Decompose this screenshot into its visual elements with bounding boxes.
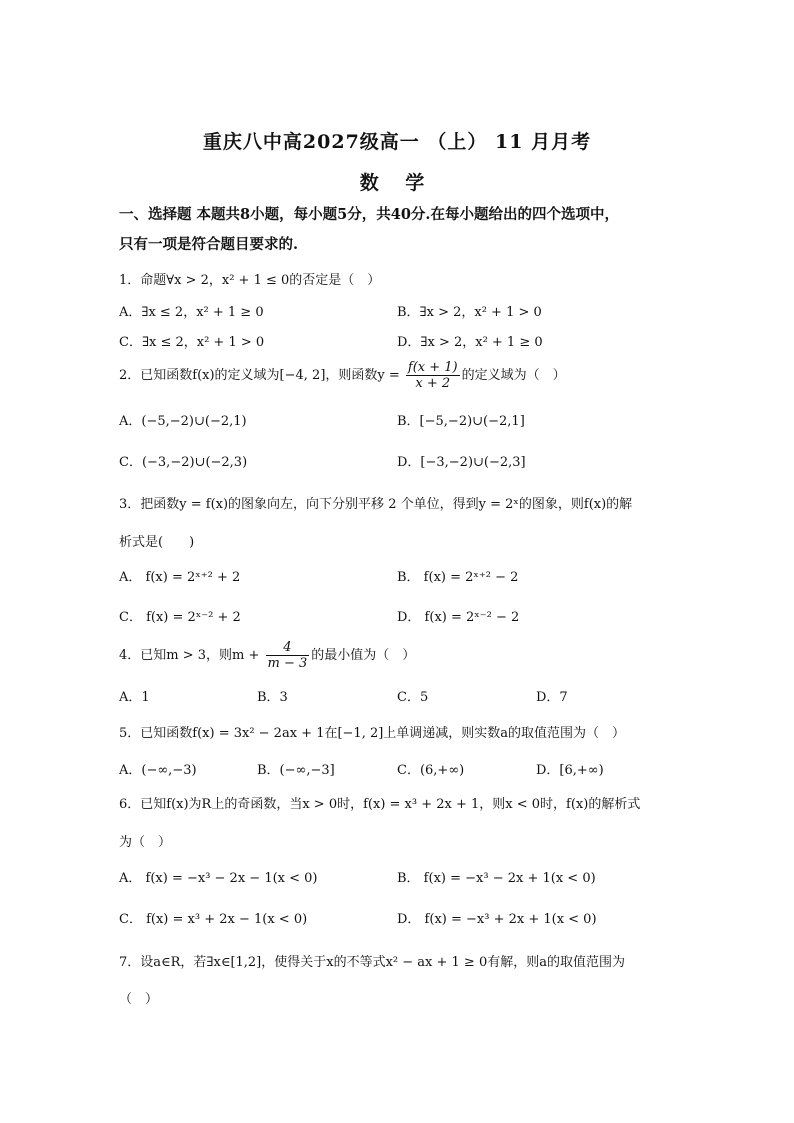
fraction-denominator: x + 2: [415, 376, 451, 391]
question-4-fraction: [266, 640, 310, 671]
question-2-option-b: B．[−5,−2)∪(−2,1]: [397, 414, 525, 429]
question-1-stem: 1．命题∀x > 2，x² + 1 ≤ 0的否定是（ ）: [119, 273, 381, 288]
question-7-stem-line2: （ ）: [119, 992, 159, 1007]
question-3-stem-line2: 析式是( ): [119, 535, 195, 550]
question-5-option-b: B．(−∞,−3]: [257, 763, 335, 778]
question-6-option-a: A． f(x) = −x³ − 2x − 1(x < 0): [119, 871, 318, 886]
question-6-option-d: D． f(x) = −x³ + 2x + 1(x < 0): [397, 912, 597, 927]
question-5-option-c: C．(6,+∞): [397, 763, 465, 778]
fraction-numerator: f(x + 1): [407, 360, 458, 375]
question-2-option-c: C．(−3,−2)∪(−2,3): [119, 455, 248, 470]
question-3-stem-line1: 3．把函数y = f(x)的图象向左，向下分别平移 2 个单位，得到y = 2ˣ的图象，则f(x)的解: [119, 497, 633, 512]
question-6-stem-line1: 6．已知f(x)为R上的奇函数，当x > 0时，f(x) = x³ + 2x + 1，则x < 0时，f(x)的解析式: [119, 797, 641, 812]
question-2-stem-start: 2．已知函数f(x)的定义域为[−4, 2]，则函数y =: [119, 368, 404, 383]
question-2-option-d: D．[−3,−2)∪(−2,3]: [397, 455, 526, 470]
question-6-option-c: C． f(x) = x³ + 2x − 1(x < 0): [119, 912, 308, 927]
question-3-option-b: B． f(x) = 2ˣ⁺² − 2: [397, 570, 519, 585]
question-5-option-a: A．(−∞,−3): [119, 763, 197, 778]
question-3-option-a: A． f(x) = 2ˣ⁺² + 2: [119, 570, 241, 585]
question-4-option-d: D．7: [536, 690, 568, 705]
section-heading-line2: 只有一项是符合题目要求的.: [119, 236, 299, 253]
question-1-option-b: B．∃x > 2，x² + 1 > 0: [397, 305, 542, 320]
question-6-stem-line2: 为（ ）: [119, 835, 172, 850]
question-3-option-d: D． f(x) = 2ˣ⁻² − 2: [397, 610, 520, 625]
question-5-option-d: D．[6,+∞): [536, 763, 604, 778]
question-6-option-b: B． f(x) = −x³ − 2x + 1(x < 0): [397, 871, 596, 886]
question-2-stem: [119, 360, 566, 391]
fraction-denominator: m − 3: [267, 656, 308, 671]
question-4-option-c: C．5: [397, 690, 429, 705]
question-4-stem-end: 的最小值为（ ）: [311, 648, 416, 663]
question-3-option-c: C． f(x) = 2ˣ⁻² + 2: [119, 610, 241, 625]
question-4-stem-start: 4．已知m > 3，则m +: [119, 648, 264, 663]
question-7-stem-line1: 7．设a∈R，若∃x∈[1,2]，使得关于x的不等式x² − ax + 1 ≥ 0有解，则a的取值范围为: [119, 955, 625, 970]
question-5-stem: 5．已知函数f(x) = 3x² − 2ax + 1在[−1, 2]上单调递减，则实数a的取值范围为（ ）: [119, 726, 626, 741]
question-1-option-c: C．∃x ≤ 2，x² + 1 > 0: [119, 335, 265, 350]
fraction-numerator: 4: [266, 640, 310, 656]
question-2-fraction: [406, 360, 460, 391]
subject-title: 数 学: [359, 172, 435, 194]
section-heading-line1: 一、选择题 本题共8小题，每小题5分，共40分.在每小题给出的四个选项中，: [119, 206, 619, 223]
question-2-option-a: A．(−5,−2)∪(−2,1): [119, 414, 247, 429]
question-1-option-d: D．∃x > 2，x² + 1 ≥ 0: [397, 335, 543, 350]
exam-title: 重庆八中高2027级高一 （上） 11 月月考: [202, 131, 592, 153]
question-4-option-a: A．1: [119, 690, 150, 705]
question-1-option-a: A．∃x ≤ 2，x² + 1 ≥ 0: [119, 305, 264, 320]
question-2-stem-end: 的定义域为（ ）: [461, 368, 566, 383]
question-4-stem: [119, 640, 415, 671]
question-4-option-b: B．3: [257, 690, 288, 705]
